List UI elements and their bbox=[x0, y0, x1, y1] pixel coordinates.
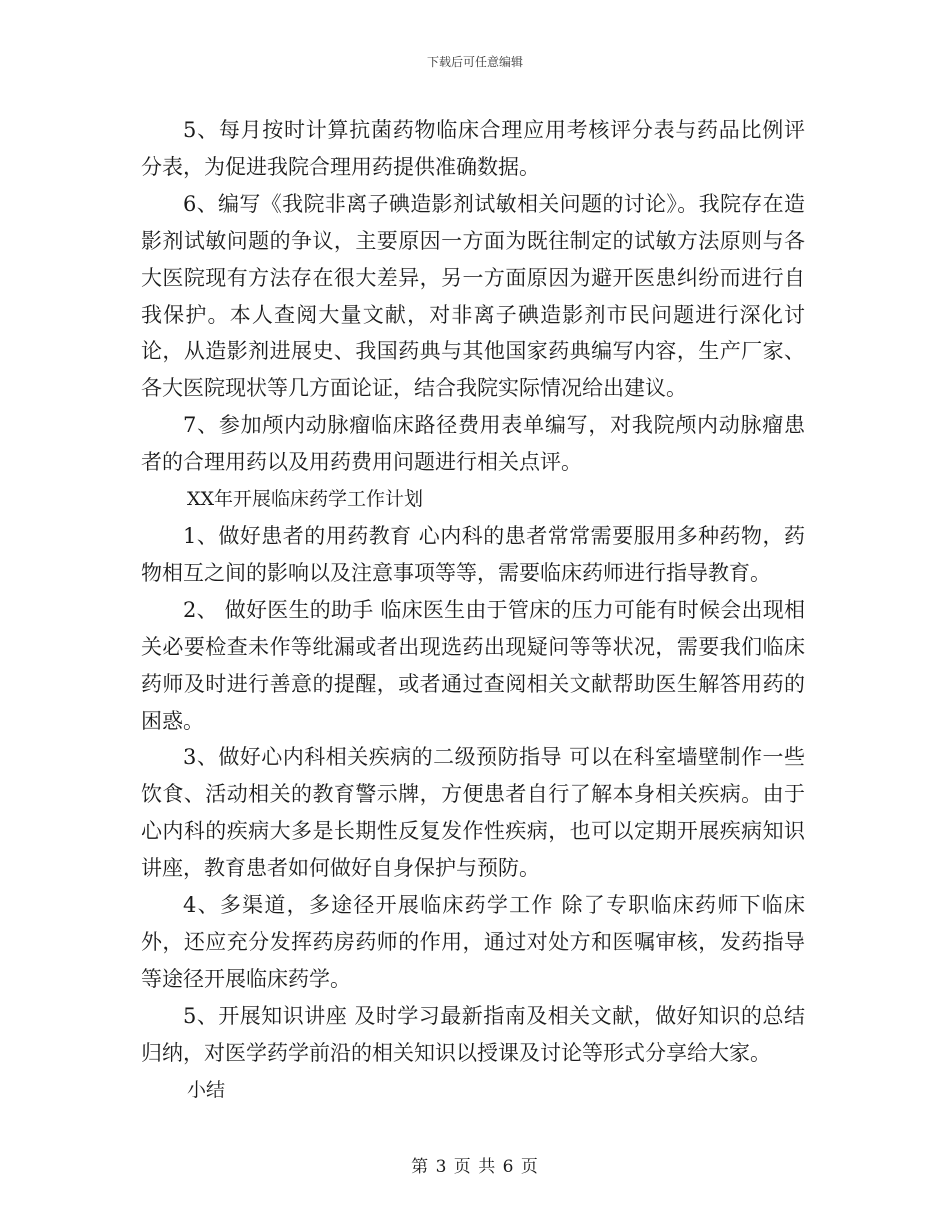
paragraph: 4、多渠道，多途径开展临床药学工作 除了专职临床药师下临床外，还应充分发挥药房药师的作用，通过对处方和医嘱审核，发药指导等途径开展临床药学。 bbox=[141, 893, 805, 991]
section-heading: 小结 bbox=[187, 1078, 226, 1101]
paragraph: 2、 做好医生的助手 临床医生由于管床的压力可能有时候会出现相关必要检查未作等纰漏或者出现选药出现疑问等等状况，需要我们临床药师及时进行善意的提醒，或者通过查阅相关文献帮助医生解答用药的困惑。 bbox=[141, 597, 805, 733]
page-number-footer: 第 3 页 共 6 页 bbox=[411, 1157, 539, 1177]
page-header: 下载后可任意编辑 bbox=[426, 55, 523, 69]
document-body bbox=[141, 112, 805, 1108]
paragraph: 7、参加颅内动脉瘤临床路径费用表单编写，对我院颅内动脉瘤患者的合理用药以及用药费用问题进行相关点评。 bbox=[141, 413, 805, 475]
paragraph: 3、做好心内科相关疾病的二级预防指导 可以在科室墙壁制作一些饮食、活动相关的教育警示牌，方便患者自行了解本身相关疾病。由于心内科的疾病大多是长期性反复发作性疾病，也可以定期开展疾病知识讲座，教育患者如何做好自身保护与预防。 bbox=[141, 745, 805, 881]
paragraph: 1、做好患者的用药教育 心内科的患者常常需要服用多种药物，药物相互之间的影响以及注意事项等等，需要临床药师进行指导教育。 bbox=[141, 523, 805, 585]
paragraph: 5、每月按时计算抗菌药物临床合理应用考核评分表与药品比例评分表，为促进我院合理用药提供准确数据。 bbox=[141, 118, 805, 179]
paragraph: 5、开展知识讲座 及时学习最新指南及相关文献，做好知识的总结归纳，对医学药学前沿的相关知识以授课及讨论等形式分享给大家。 bbox=[141, 1003, 805, 1065]
section-heading: XX年开展临床药学工作计划 bbox=[187, 488, 424, 511]
paragraph: 6、编写《我院非离子碘造影剂试敏相关问题的讨论》。我院存在造影剂试敏问题的争议，主要原因一方面为既往制定的试敏方法原则与各大医院现有方法存在很大差异，另一方面原因为避开医患纠纷而进行自我保护。本人查阅大量文献，对非离子碘造影剂市民问题进行深化讨论，从造影剂进展史、我国药典与其他国家药典编写内容，生产厂家、各大医院现状等几方面论证，结合我院实际情况给出建议。 bbox=[141, 191, 805, 401]
